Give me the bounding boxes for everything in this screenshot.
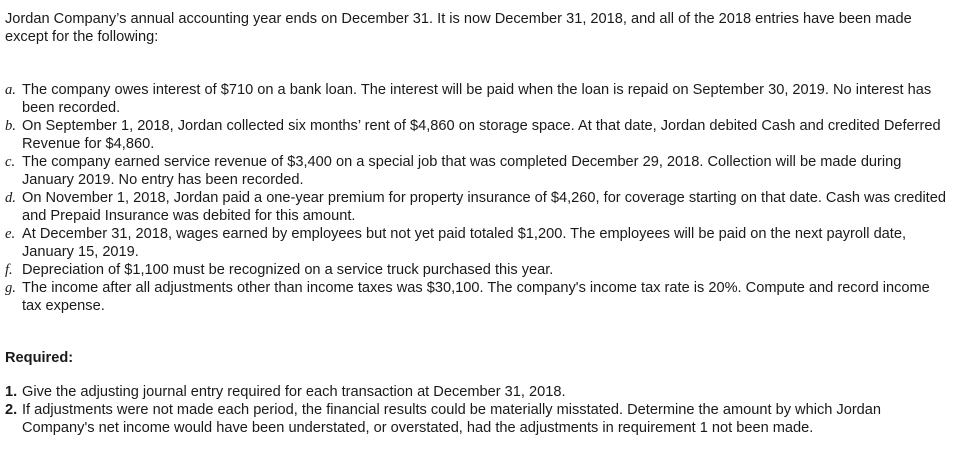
- list-item: [5, 153, 950, 189]
- list-item: [5, 401, 950, 437]
- item-marker: a.: [5, 82, 16, 98]
- requirement-text: Give the adjusting journal entry required for each transaction at December 31, 2018.: [22, 384, 566, 400]
- list-item: [5, 117, 950, 153]
- requirement-text: If adjustments were not made each period, the financial results could be materially misstated. Determine the amount by which Jordan Company's net income would have been understated, or overstated, had the adjustments in requirement 1 not been made.: [22, 402, 882, 436]
- item-marker: d.: [5, 190, 16, 206]
- item-text: The income after all adjustments other than income taxes was $30,100. The company's income tax rate is 20%. Compute and record income tax expense.: [22, 280, 930, 314]
- required-heading: Required:: [5, 350, 74, 366]
- item-marker: b.: [5, 118, 16, 134]
- list-item: [5, 225, 950, 261]
- transaction-list: [5, 81, 950, 315]
- requirement-marker: 1.: [5, 384, 18, 400]
- item-text: At December 31, 2018, wages earned by employees but not yet paid totaled $1,200. The employees will be paid on the next payroll date, January 15, 2019.: [22, 226, 907, 260]
- list-item: [5, 189, 950, 225]
- item-text: Depreciation of $1,100 must be recognized on a service truck purchased this year.: [22, 262, 554, 278]
- list-item: [5, 81, 950, 117]
- list-item: [5, 383, 950, 401]
- problem-intro: Jordan Company’s annual accounting year ends on December 31. It is now December 31, 2018, and all of the 2018 entries have been made except for the following:: [5, 11, 912, 45]
- item-marker: c.: [5, 154, 16, 170]
- item-marker: e.: [5, 226, 16, 242]
- item-marker: f.: [5, 262, 13, 278]
- list-item: [5, 279, 950, 315]
- item-text: On September 1, 2018, Jordan collected six months’ rent of $4,860 on storage space. At that date, Jordan debited Cash and credited Deferred Revenue for $4,860.: [22, 118, 941, 152]
- item-text: The company owes interest of $710 on a bank loan. The interest will be paid when the loan is repaid on September 30, 2019. No interest has been recorded.: [22, 82, 932, 116]
- item-text: On November 1, 2018, Jordan paid a one-year premium for property insurance of $4,260, for coverage starting on that date. Cash was credited and Prepaid Insurance was debited for this amount.: [22, 190, 946, 224]
- item-text: The company earned service revenue of $3,400 on a special job that was completed December 29, 2018. Collection will be made during January 2019. No entry has been recorded.: [22, 154, 902, 188]
- item-marker: g.: [5, 280, 16, 296]
- list-item: [5, 261, 950, 279]
- requirements-list: [5, 383, 950, 437]
- requirement-marker: 2.: [5, 402, 18, 418]
